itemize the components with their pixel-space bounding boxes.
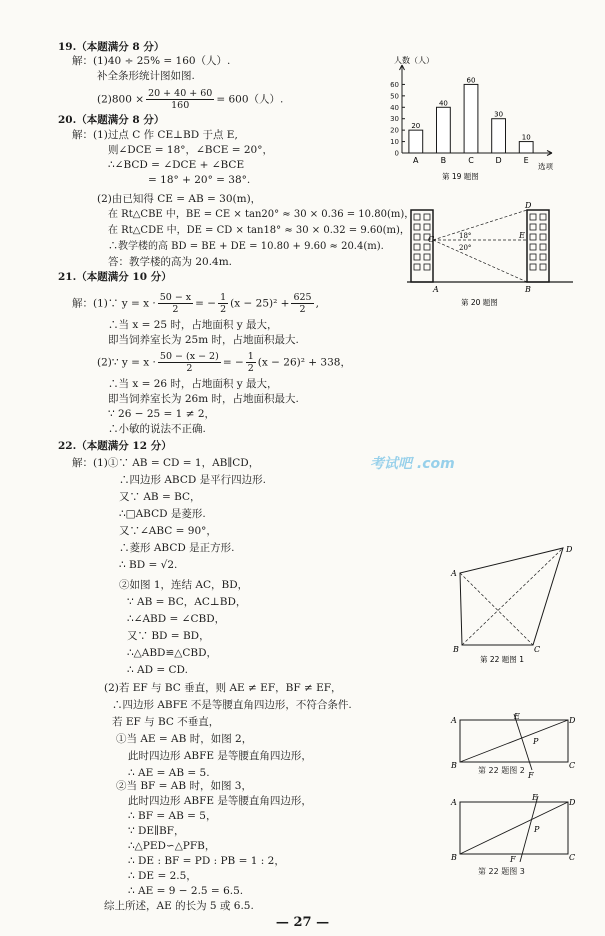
q22-l28: 综上所述，AE 的长为 5 或 6.5.	[104, 900, 254, 912]
q22-line19: ∴ AE = AB = 5.	[128, 767, 210, 779]
q22-line20: ②当 BF = AB 时，如图 3，	[116, 780, 252, 792]
q22-line16: 若 EF 与 BC 不垂直，	[112, 716, 220, 728]
q22-line26: ∴ DE = 2.5，	[128, 870, 197, 882]
q20-line1: 解：(1)过点 C 作 CE⊥BD 于点 E,	[72, 129, 238, 141]
bar-C	[464, 84, 478, 153]
svg-text:B: B	[453, 645, 459, 654]
bar-D	[492, 119, 506, 153]
q22-line4: ∴□ABCD 是菱形.	[119, 508, 206, 520]
svg-text:D: D	[569, 716, 576, 725]
svg-text:C: C	[569, 853, 576, 862]
svg-text:C: C	[428, 235, 435, 244]
y-tick-label: 20	[390, 126, 399, 135]
q22-line13: ∴ AD = CD.	[127, 664, 188, 676]
fig22-2-caption: 第 22 题图 2	[478, 766, 525, 775]
figure-22-1	[448, 540, 578, 665]
q20-line9: 答：教学楼的高为 20.4m.	[108, 256, 233, 268]
bar-chart-fig19	[380, 55, 570, 180]
q20-line2: 则∠DCE = 18°，∠BCE = 20°，	[108, 144, 273, 156]
svg-text:B: B	[451, 761, 457, 770]
q22-line25: ∴ DE : BF = PD : PB = 1 : 2，	[128, 855, 285, 867]
q19-line2: 补全条形统计图如图.	[97, 70, 195, 82]
figure-20	[405, 200, 575, 310]
bar-value-label: 10	[521, 133, 531, 142]
svg-text:第 22 题图 1: 第 22 题图 1	[480, 655, 524, 664]
svg-text:A: A	[451, 716, 457, 725]
q20-line8: ∴教学楼的高 BD = BE + DE = 10.80 + 9.60 ≈ 20.4(m).	[108, 241, 384, 252]
q22-line7: ∴ BD = √2.	[119, 559, 178, 571]
q21-line1: 解：(1)∵ y = x · $\frac{50 - x}{2}$ = − $\frac{1}{2}$ (x − 25)² + $\frac{625}{2}$ ,	[72, 292, 319, 315]
category-label: E	[523, 156, 529, 165]
bar-value-label: 60	[466, 76, 476, 85]
q21-line7: ∵ 26 − 25 = 1 ≠ 2，	[108, 408, 216, 420]
q21-line8: ∴小敏的说法不正确.	[108, 423, 206, 435]
q21-line6: 即当饲养室长为 26m 时，占地面积最大.	[108, 393, 299, 405]
chart-ylabel: 人数（人）	[394, 56, 434, 65]
q22-line18: 此时四边形 ABFE 是等腰直角四边形，	[128, 750, 312, 762]
svg-text:A: A	[451, 569, 457, 578]
q22-line23: ∵ DE∥BF，	[128, 825, 185, 837]
q22-line2: ∴四边形 ABCD 是平行四边形.	[119, 474, 266, 486]
y-tick-label: 60	[390, 80, 399, 89]
y-tick-label: 0	[394, 149, 399, 158]
watermark: 考试吧 .com	[370, 456, 455, 472]
svg-text:F: F	[510, 855, 516, 862]
q21-line4: (2)∵ y = x · $\frac{50 - (x - 2)}{2}$ = − $\frac{1}{2}$ (x − 26)² + 338，	[97, 351, 351, 374]
q22-line11: 又∵ BD = BD，	[127, 630, 210, 642]
q22-line8: ②如图 1，连结 AC，BD，	[119, 579, 249, 591]
svg-text:A: A	[433, 285, 439, 294]
q22-line17: ①当 AE = AB 时，如图 2，	[116, 733, 253, 745]
q22-line14: (2)若 EF 与 BC 垂直，则 AE ≠ EF，BF ≠ EF，	[104, 682, 342, 694]
q22-header: 22.（本题满分 12 分）	[58, 440, 172, 452]
category-label: D	[495, 156, 502, 165]
bar-value-label: 20	[411, 122, 421, 131]
q19-line3: (2)800 × $\frac{20 + 40 + 60}{160}$ = 600（人）.	[97, 88, 284, 111]
bar-E	[519, 142, 533, 153]
category-label: C	[468, 156, 474, 165]
bar-A	[409, 130, 423, 153]
q22-line21: 此时四边形 ABFE 是等腰直角四边形，	[128, 795, 312, 807]
svg-text:F: F	[528, 771, 534, 780]
page-number: — 27 —	[275, 915, 330, 930]
q22-line10: ∴∠ABD = ∠CBD，	[127, 613, 226, 625]
q20-header: 20.（本题满分 8 分）	[58, 114, 165, 126]
q20-line6: 在 Rt△CBE 中，BE = CE × tan20° ≈ 30 × 0.36 = 10.80(m)，	[108, 209, 415, 220]
svg-text:P: P	[534, 825, 540, 834]
q21-line5: ∴当 x = 26 时，占地面积 y 最大，	[108, 378, 278, 390]
q22-line22: ∴ BF = AB = 5，	[128, 810, 217, 822]
bar-value-label: 30	[494, 110, 504, 119]
q20-line3: ∴∠BCD = ∠DCE + ∠BCE	[108, 159, 245, 171]
svg-text:20°: 20°	[459, 244, 472, 252]
svg-text:D: D	[525, 201, 532, 210]
svg-text:D: D	[569, 798, 576, 807]
category-label: A	[413, 156, 419, 165]
q20-line4: = 18° + 20° = 38°.	[148, 174, 251, 186]
q19-header: 19.（本题满分 8 分）	[58, 41, 165, 53]
bar-value-label: 40	[438, 99, 448, 108]
svg-text:18°: 18°	[459, 232, 472, 240]
svg-text:C: C	[569, 761, 576, 770]
q19-line1: 解：(1)40 ÷ 25% = 160（人）.	[72, 55, 231, 67]
fig20-caption: 第 20 题图	[461, 298, 498, 307]
chart-bars	[409, 76, 533, 165]
figure-22-3	[448, 792, 578, 862]
q22-line15: ∴四边形 ABFE 不是等腰直角四边形，不符合条件.	[112, 699, 352, 711]
svg-text:D: D	[566, 545, 573, 554]
bar-B	[437, 107, 451, 153]
q22-line24: ∴△PED∽△PFB，	[128, 840, 216, 852]
q21-header: 21.（本题满分 10 分）	[58, 271, 172, 283]
y-tick-label: 40	[390, 103, 399, 112]
svg-text:E: E	[532, 793, 538, 802]
q22-line3: 又∵ AB = BC，	[119, 491, 201, 503]
svg-text:E: E	[514, 712, 520, 721]
q21-line2: ∴当 x = 25 时，占地面积 y 最大，	[108, 319, 278, 331]
svg-text:C: C	[534, 645, 541, 654]
q20-line7: 在 Rt△CDE 中，DE = CD × tan18° ≈ 30 × 0.32 = 9.60(m)，	[108, 225, 410, 236]
q22-l27: ∴ AE = 9 − 2.5 = 6.5.	[128, 885, 244, 897]
y-tick-label: 30	[390, 115, 399, 124]
svg-text:E: E	[519, 231, 525, 240]
y-tick-label: 50	[390, 92, 399, 101]
svg-text:A: A	[451, 798, 457, 807]
chart-xlabel: 选项	[538, 162, 553, 171]
q22-line5: 又∵∠ABC = 90°，	[119, 525, 217, 537]
chart-title: 第 19 题图	[442, 172, 479, 180]
q22-line6: ∴菱形 ABCD 是正方形.	[119, 542, 235, 554]
q22-line12: ∴△ABD≌△CBD，	[127, 647, 218, 659]
svg-text:B: B	[525, 285, 531, 294]
q20-line5: (2)由已知得 CE = AB = 30(m)，	[97, 193, 262, 205]
q22-line9: ∵ AB = BC，AC⊥BD，	[127, 596, 247, 608]
category-label: B	[440, 156, 447, 165]
q22-line1: 解：(1)①∵ AB = CD = 1，AB∥CD，	[72, 457, 260, 469]
chart-tick-labels	[390, 81, 399, 158]
fraction: $\frac{20 + 40 + 60}{160}$	[148, 88, 213, 111]
svg-text:B: B	[451, 853, 457, 862]
svg-text:P: P	[533, 737, 539, 746]
y-tick-label: 10	[390, 138, 399, 147]
q21-line3: 即当饲养室长为 25m 时，占地面积最大.	[108, 334, 299, 346]
fig22-3-caption: 第 22 题图 3	[478, 867, 525, 876]
